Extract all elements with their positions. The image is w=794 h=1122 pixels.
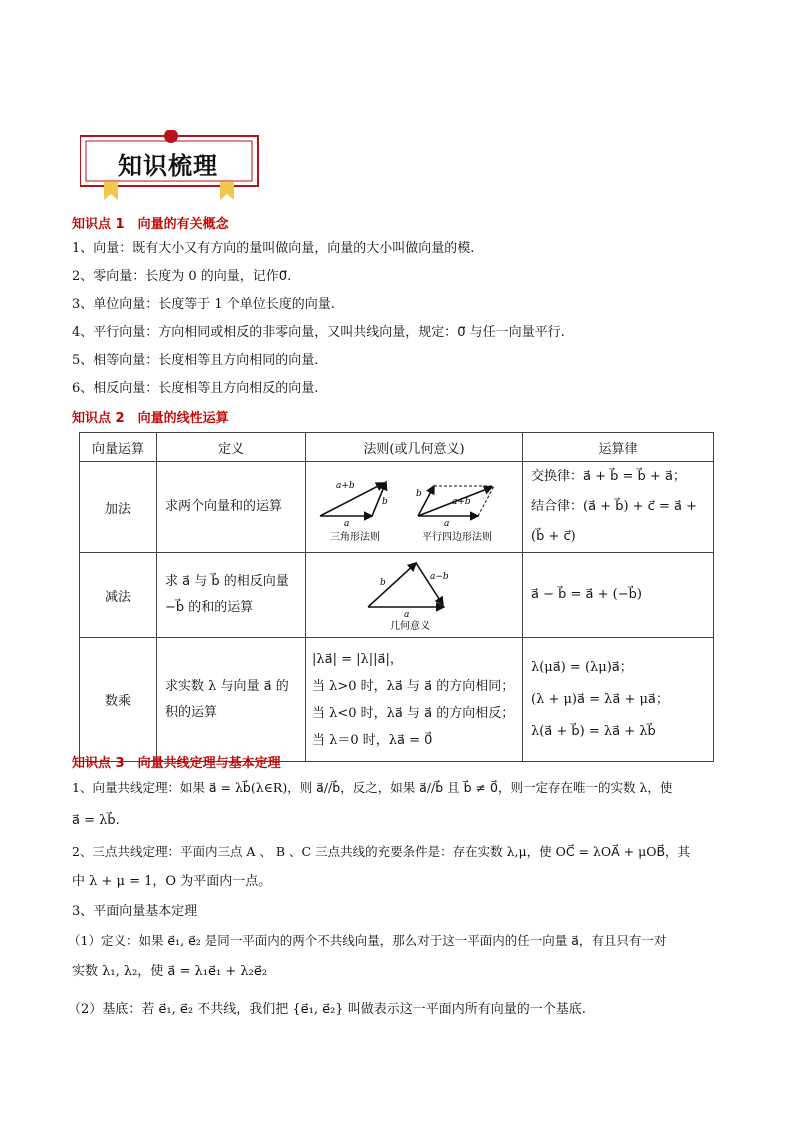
concept-item-4: 4、平行向量：方向相同或相反的非零向量，又叫共线向量，规定：0⃗ 与任一向量平行.	[72, 325, 565, 340]
header-rule: 法则(或几何意义)	[306, 433, 523, 462]
table-row-subtraction	[80, 553, 714, 638]
basic-theorem-title: 3、平面向量基本定理	[72, 904, 198, 919]
concept-item-5: 5、相等向量：长度相等且方向相同的向量.	[72, 353, 319, 368]
geometric-meaning-caption: 几何意义	[390, 621, 430, 632]
op-name: 数乘	[80, 638, 157, 762]
definition-line: 求实数 λ 与向量 a⃗ 的	[165, 678, 289, 694]
table-row-addition	[80, 462, 714, 553]
par-b-label: b	[416, 489, 422, 499]
triangle-rule-caption: 三角形法则	[330, 532, 380, 543]
law-line: λ(a⃗ + b⃗) = λa⃗ + λb⃗	[531, 723, 656, 739]
associative-law: 结合律：(a⃗ + b⃗) + c⃗ = a⃗ + (b⃗ + c⃗)	[531, 499, 697, 544]
commutative-law: 交换律：a⃗ + b⃗ = b⃗ + a⃗；	[531, 469, 686, 484]
concept-item-3: 3、单位向量：长度等于 1 个单位长度的向量.	[72, 297, 335, 312]
basic-theorem-definition-line2: 实数 λ₁, λ₂，使 a⃗ = λ₁e⃗₁ + λ₂e⃗₂	[72, 964, 268, 979]
parallelogram-rule-caption: 平行四边形法则	[422, 532, 492, 543]
subtraction-law: a⃗ − b⃗ = a⃗ + (−b⃗)	[523, 553, 714, 638]
rule-line: |λa⃗| = |λ||a⃗|，	[312, 651, 403, 667]
law-line: λ(μa⃗) = (λμ)a⃗；	[531, 659, 633, 675]
concept-item-6: 6、相反向量：长度相等且方向相反的向量.	[72, 381, 319, 396]
table-header-row	[80, 433, 714, 462]
tri-b-label: b	[382, 497, 388, 507]
section-banner	[80, 130, 260, 200]
collinear-theorem-line1: 1、向量共线定理：如果 a⃗ = λb⃗(λ∈R)，则 a⃗//b⃗，反之，如果 a⃗//b⃗ 且 b⃗ ≠ 0⃗，则一定存在唯一的实数 λ，使	[72, 780, 673, 795]
par-sum-label: a+b	[452, 497, 471, 507]
sub-b-label: b	[380, 578, 386, 588]
op-definition: 求两个向量和的运算	[157, 462, 306, 553]
op-definition	[157, 553, 306, 638]
scalar-rules	[306, 638, 523, 762]
concept-item-2: 2、零向量：长度为 0 的向量，记作0⃗.	[72, 269, 292, 284]
sub-a-label: a	[404, 610, 410, 620]
rule-line: 当 λ＝0 时，λa⃗ = 0⃗	[312, 732, 433, 748]
table-row-scalar	[80, 638, 714, 762]
law-line: (λ + μ)a⃗ = λa⃗ + μa⃗；	[531, 691, 669, 707]
subtraction-figure	[306, 553, 516, 633]
addition-diagram	[306, 462, 523, 553]
scalar-laws	[523, 638, 714, 762]
section3-heading: 知识点 3 向量共线定理与基本定理	[72, 756, 281, 771]
tri-a-label: a	[344, 519, 350, 529]
definition-line: 求 a⃗ 与 b⃗ 的相反向量	[165, 574, 289, 589]
addition-laws	[523, 462, 714, 553]
op-name: 减法	[80, 553, 157, 638]
three-point-theorem-line2: 中 λ + μ = 1，O 为平面内一点。	[72, 874, 272, 889]
basis-definition: （2）基底：若 e⃗₁, e⃗₂ 不共线，我们把 {e⃗₁, e⃗₂} 叫做表示这一平面内所有向量的一个基底.	[68, 1002, 586, 1017]
par-a-label: a	[444, 519, 450, 529]
header-operation: 向量运算	[80, 433, 157, 462]
concept-item-1: 1、向量：既有大小又有方向的量叫做向量，向量的大小叫做向量的模.	[72, 241, 475, 256]
definition-line: 积的运算	[165, 704, 218, 720]
header-law: 运算律	[523, 433, 714, 462]
rule-line: 当 λ>0 时，λa⃗ 与 a⃗ 的方向相同；	[312, 678, 515, 694]
banner-title: 知识梳理	[118, 152, 218, 180]
subtraction-diagram	[306, 553, 523, 638]
section1-heading: 知识点 1 向量的有关概念	[72, 217, 229, 232]
sub-amb-label: a−b	[430, 572, 449, 582]
three-point-theorem-line1: 2、三点共线定理：平面内三点 A 、 B 、C 三点共线的充要条件是：存在实数 λ,μ，使 OC⃗ = λOA⃗ + μOB⃗，其	[72, 844, 691, 859]
addition-rules-figure	[306, 466, 516, 544]
tri-sum-label: a+b	[336, 481, 355, 491]
collinear-theorem-line2: a⃗ = λb⃗.	[72, 813, 120, 828]
basic-theorem-definition-line1: （1）定义：如果 e⃗₁, e⃗₂ 是同一平面内的两个不共线向量，那么对于这一平面内的任一向量 a⃗，有且只有一对	[68, 933, 667, 948]
section2-heading: 知识点 2 向量的线性运算	[72, 411, 229, 426]
definition-line: −b⃗ 的和的运算	[165, 600, 254, 615]
header-definition: 定义	[157, 433, 306, 462]
op-definition	[157, 638, 306, 762]
op-name: 加法	[80, 462, 157, 553]
rule-line: 当 λ<0 时，λa⃗ 与 a⃗ 的方向相反；	[312, 705, 515, 721]
linear-operations-table	[79, 432, 714, 762]
